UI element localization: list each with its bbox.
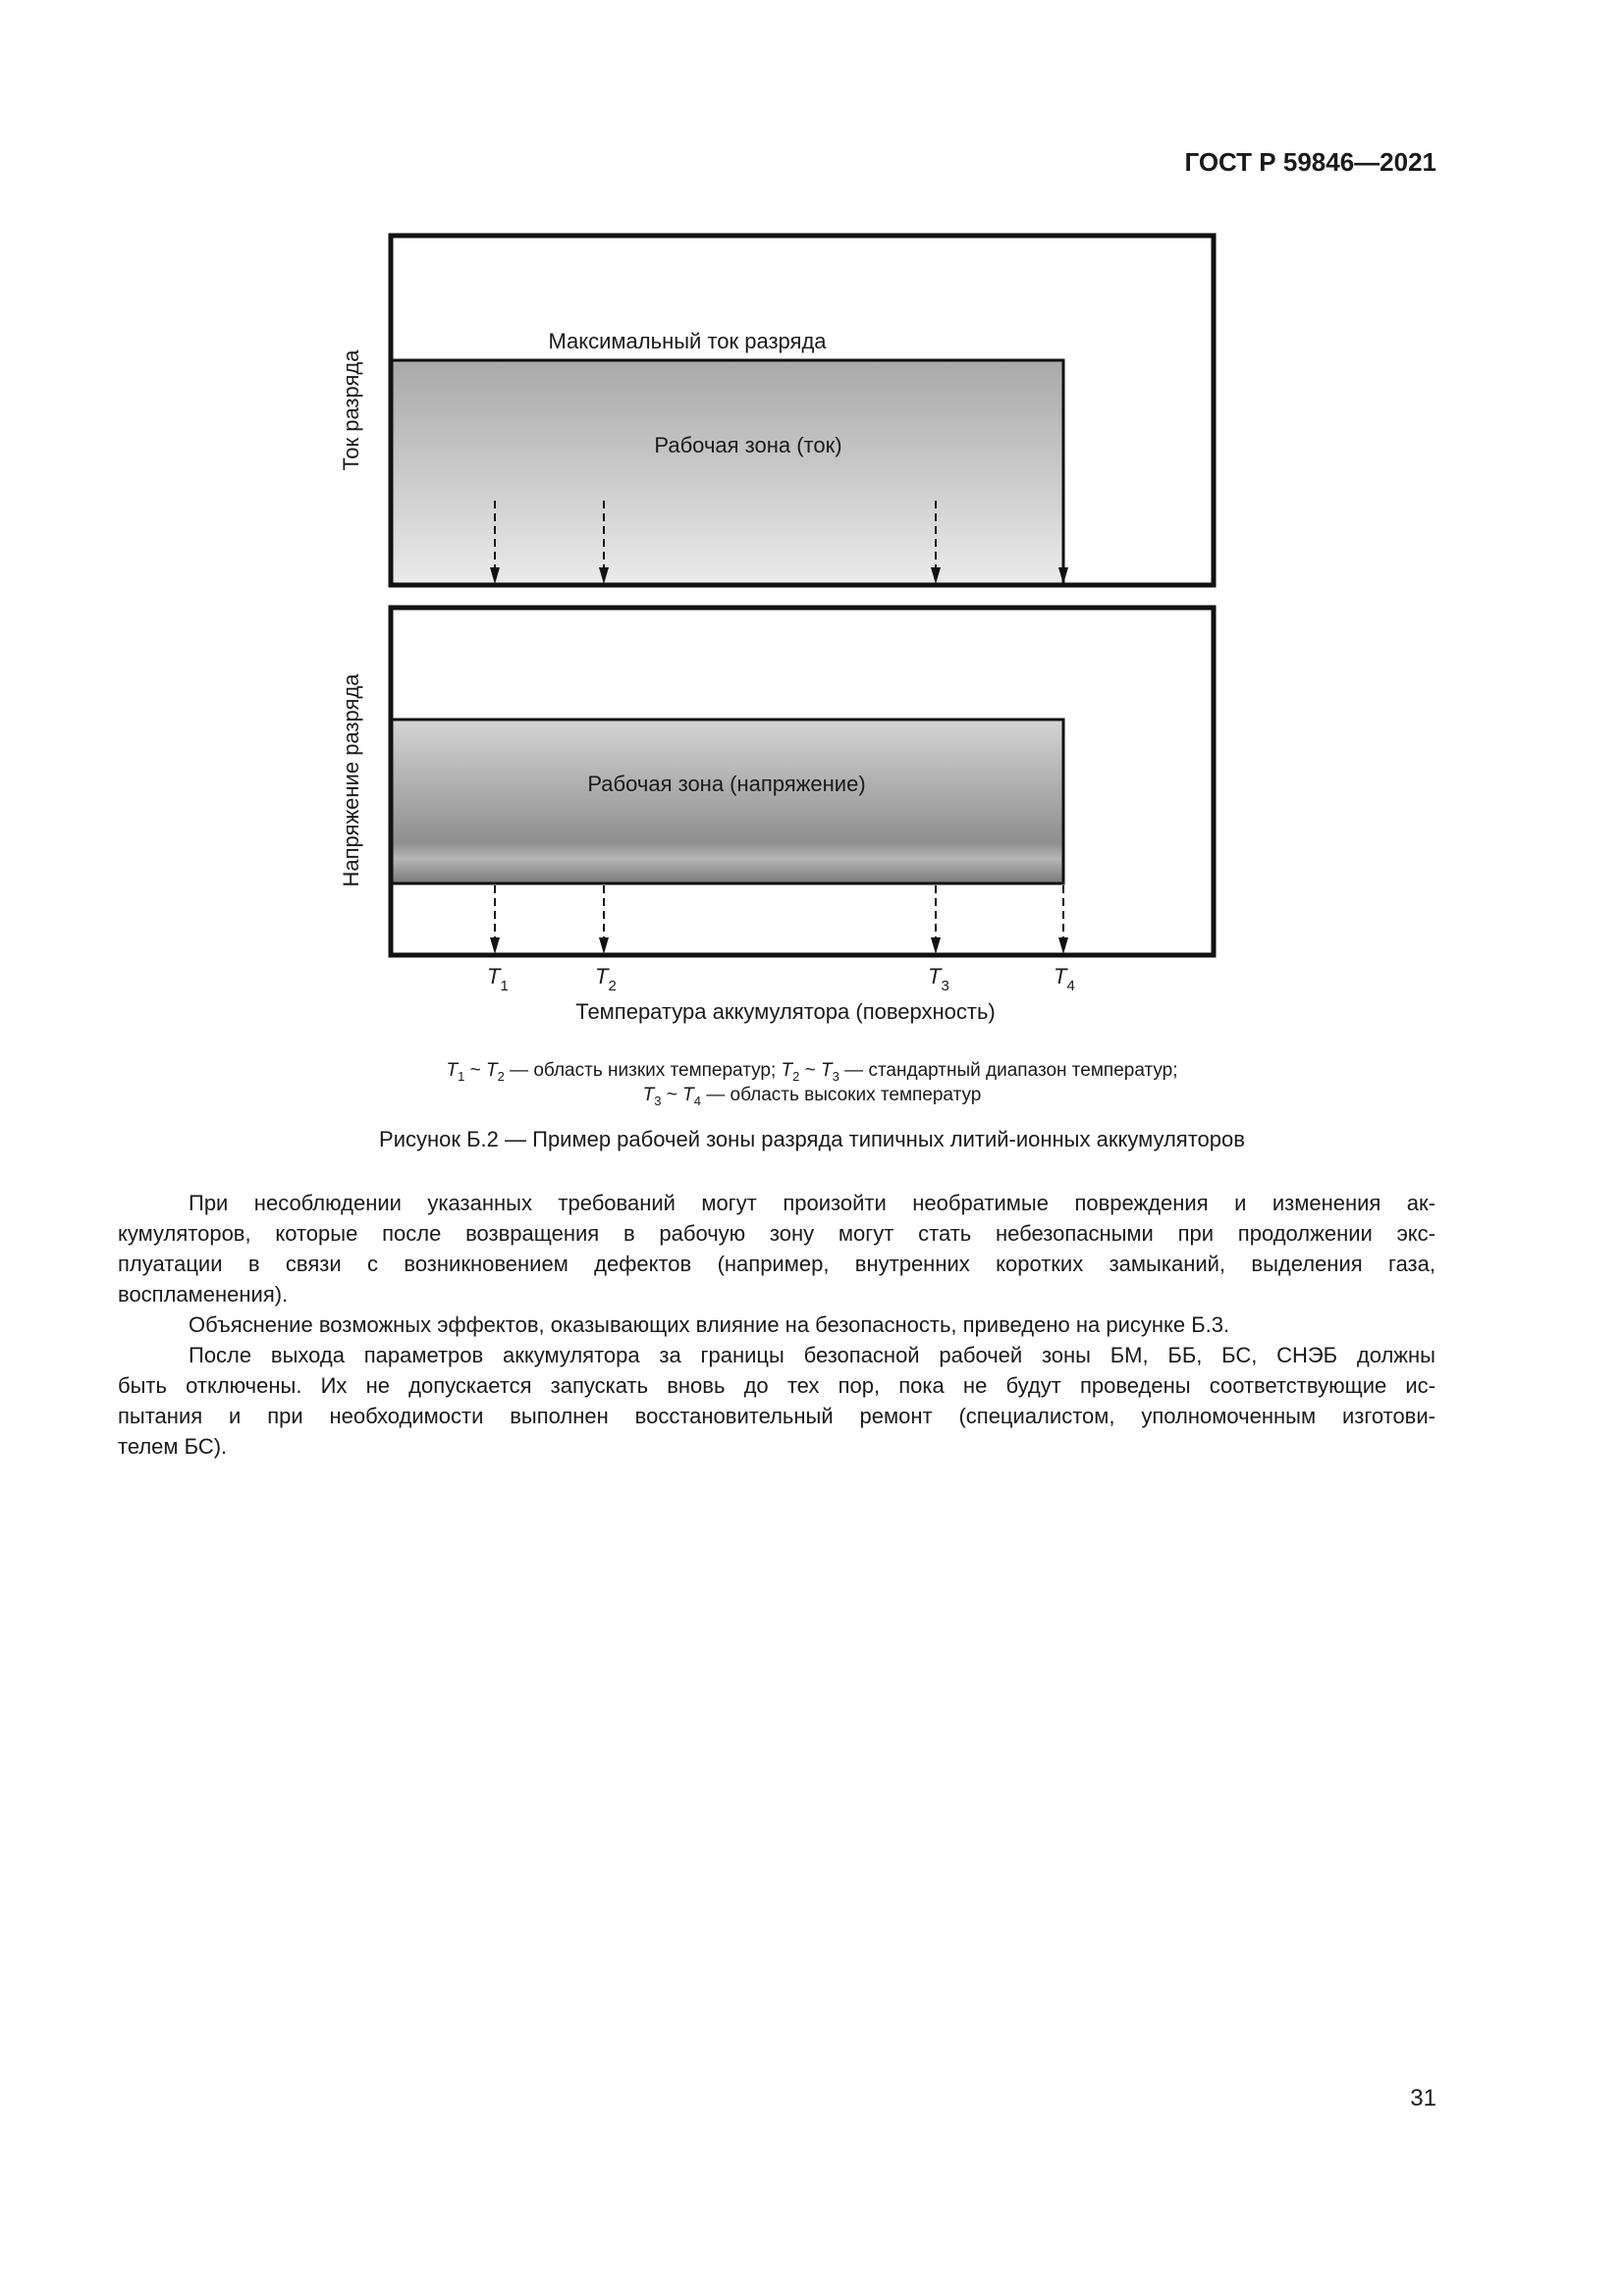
tick-t3: $T_3$ (928, 964, 949, 994)
arrowhead-icon (931, 937, 941, 954)
figure-caption: Рисунок Б.2 — Пример рабочей зоны разряда типичных литий-ионных аккумуляторов (379, 1127, 1245, 1151)
x-axis-label: Температура аккумулятора (поверхность) (575, 999, 996, 1024)
top-zone-label: Рабочая зона (ток) (654, 433, 842, 457)
legend-symbol: T (642, 1085, 655, 1105)
legend-subscript: 3 (654, 1093, 662, 1108)
legend-subscript: 1 (458, 1068, 465, 1084)
top-panel (339, 236, 1214, 585)
figure-legend-line-2 (295, 1085, 1329, 1108)
text-line: быть отключены. Их не допускается запускать вновь до тех пор, пока не будут проведены соответствующие ис- (118, 1373, 1435, 1398)
legend-symbol: T (781, 1060, 793, 1081)
legend-subscript: 3 (832, 1068, 839, 1084)
legend-subscript: 2 (497, 1068, 505, 1084)
bottom-zone-area (391, 720, 1063, 883)
text-line: воспламенения). (118, 1282, 289, 1307)
bottom-y-label: Напряжение разряда (339, 673, 363, 887)
document-id: ГОСТ Р 59846—2021 (1184, 147, 1436, 177)
arrowhead-icon (1058, 937, 1068, 954)
paragraph (118, 1309, 1435, 1340)
bottom-zone-label: Рабочая зона (напряжение) (587, 772, 866, 796)
arrowhead-icon (599, 937, 609, 954)
legend-text: — область низких температур; (504, 1060, 782, 1081)
text-line: пытания и при необходимости выполнен восстановительный ремонт (специалистом, уполномоченным изготови- (118, 1404, 1435, 1428)
legend-symbol: T (485, 1060, 498, 1081)
tick-t4: $T_4$ (1054, 964, 1075, 994)
legend-text: — стандартный диапазон температур; (839, 1060, 1178, 1081)
text-line: плуатации в связи с возникновением дефектов (например, внутренних коротких замыканий, выделения газа, (118, 1252, 1435, 1276)
tick-t2: $T_2$ (595, 964, 617, 994)
text-line: кумуляторов, которые после возвращения в рабочую зону могут стать небезопасными при продолжении экс- (118, 1221, 1435, 1246)
legend-subscript: 2 (792, 1068, 800, 1084)
tick-t1: $T_1$ (487, 964, 509, 994)
top-y-label: Ток разряда (339, 349, 363, 471)
text-line: После выхода параметров аккумулятора за границы безопасной рабочей зоны БМ, ББ, БС, СНЭБ должны (189, 1343, 1435, 1367)
paragraph (118, 1188, 1435, 1309)
legend-text: ~ (661, 1085, 683, 1105)
body-text (118, 1188, 1435, 1462)
arrowhead-icon (490, 937, 500, 954)
text-line: телем БС). (118, 1434, 228, 1459)
legend-symbol: T (821, 1060, 833, 1081)
text-line: Объяснение возможных эффектов, оказывающих влияние на безопасность, приведено на рисунке Б.3. (189, 1312, 1230, 1337)
text-line: При несоблюдении указанных требований могут произойти необратимые повреждения и изменения ак- (189, 1191, 1435, 1215)
figure-legend-line-1 (295, 1060, 1329, 1084)
legend-text: ~ (464, 1060, 486, 1081)
legend-subscript: 4 (693, 1093, 701, 1108)
paragraph (118, 1340, 1435, 1462)
legend-symbol: T (682, 1085, 694, 1105)
bottom-panel (339, 608, 1214, 955)
legend-symbol: T (446, 1060, 459, 1081)
page-number: 31 (1410, 2085, 1436, 2111)
legend-text: ~ (799, 1060, 822, 1081)
top-zone-area (391, 360, 1063, 585)
max-current-label: Максимальный ток разряда (548, 329, 827, 353)
legend-text: — область высоких температур (700, 1085, 982, 1105)
